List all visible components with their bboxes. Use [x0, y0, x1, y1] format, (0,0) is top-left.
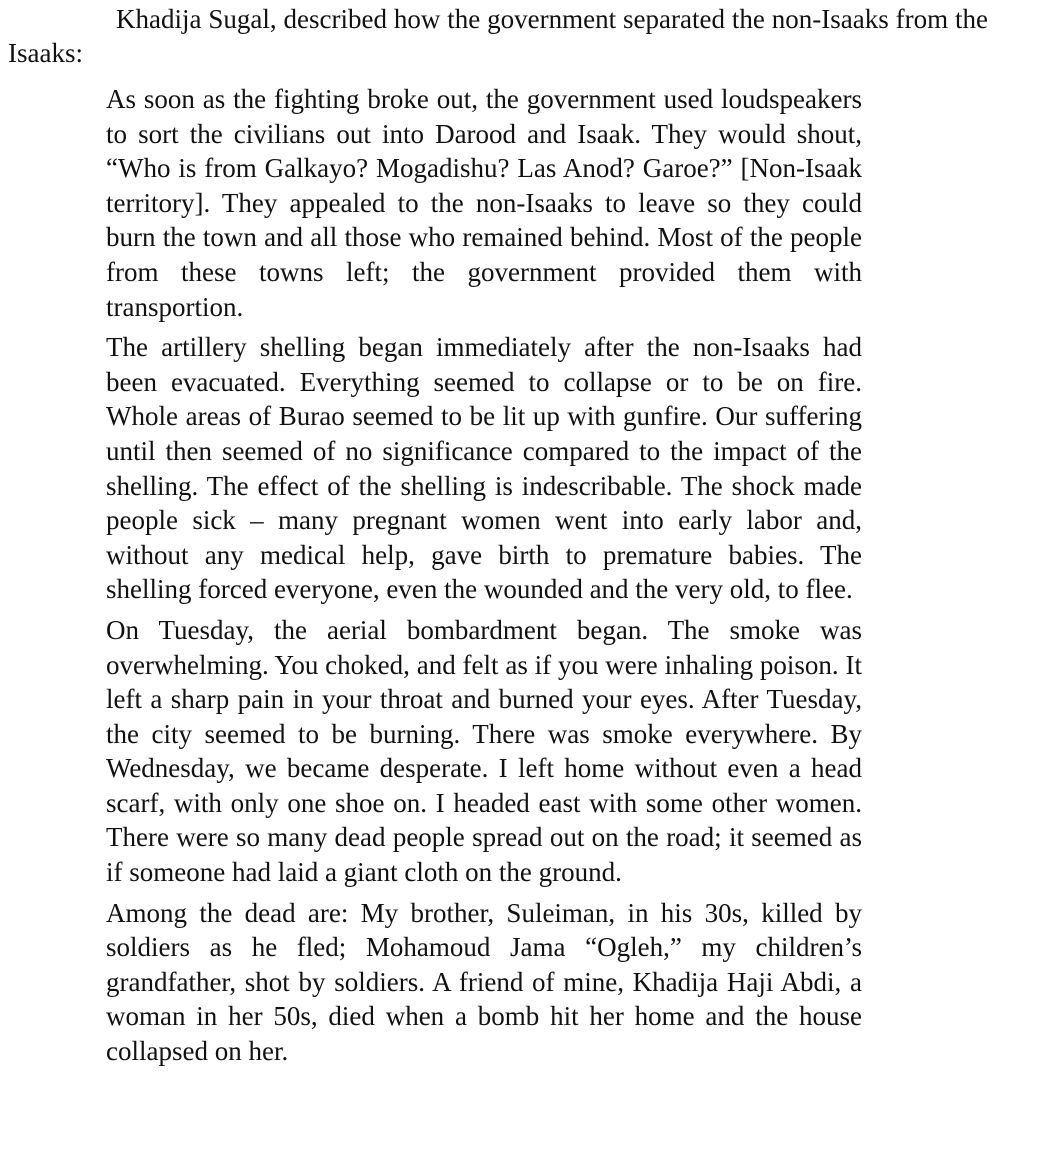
block-quote — [106, 82, 862, 1075]
quote-paragraph: As soon as the fighting broke out, the government used loudspeakers to sort the civilians out into Darood and Isaak. They would shout, “Who is from Galkayo? Mogadishu? Las Anod? Garoe?” [Non-Isaak territory]. They appealed to the non-Isaaks to leave so they could burn the town and all those who remained behind. Most of the people from these towns left; the government provided them with transportion. — [106, 84, 862, 322]
quote-paragraph: Among the dead are: My brother, Suleiman, in his 30s, killed by soldiers as he fled; Mohamoud Jama “Ogleh,” my children’s grandfather, shot by soldiers. A friend of mine, Khadija Haji Abdi, a woman in her 50s, died when a bomb hit her home and the house collapsed on her. — [106, 897, 862, 1067]
intro-paragraph: Khadija Sugal, described how the government separated the non-Isaaks from the Isaaks: — [8, 4, 988, 68]
quote-paragraph: The artillery shelling began immediately after the non-Isaaks had been evacuated. Everything seemed to collapse or to be on fire. Whole areas of Burao seemed to be lit up with gunfire. Our suffering until then seemed of no significance compared to the impact of the shelling. The effect of the shelling is indescribable. The shock made people sick – many pregnant women went into early labor and, without any medical help, gave birth to premature babies. The shelling forced everyone, even the wounded and the very old, to flee. — [106, 332, 862, 605]
quote-paragraph: On Tuesday, the aerial bombardment began. The smoke was overwhelming. You choked, and felt as if you were inhaling poison. It left a sharp pain in your throat and burned your eyes. After Tuesday, the city seemed to be burning. There was smoke everywhere. By Wednesday, we became desperate. I left home without even a head scarf, with only one shoe on. I headed east with some other women. There were so many dead people spread out on the road; it seemed as if someone had laid a giant cloth on the ground. — [106, 614, 862, 888]
